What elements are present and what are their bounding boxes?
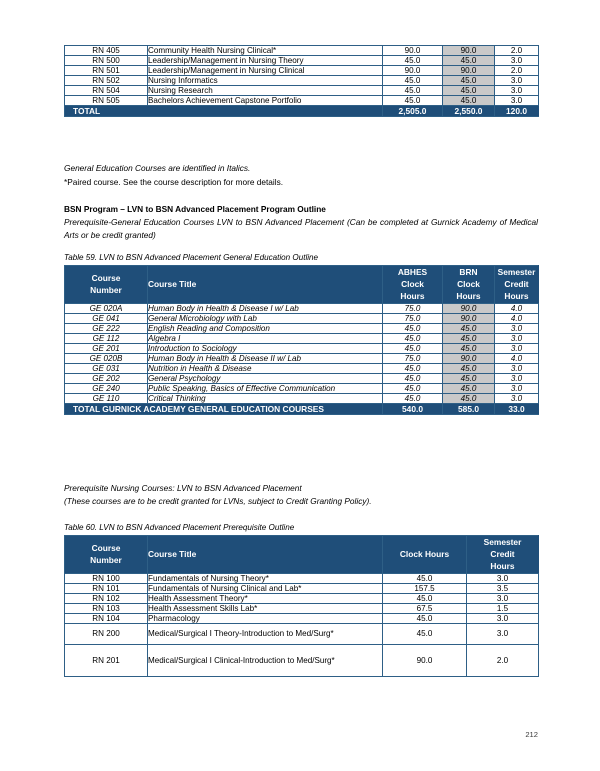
table-row bbox=[65, 623, 539, 644]
table-row bbox=[65, 313, 539, 323]
table-row bbox=[65, 593, 539, 603]
table-row bbox=[65, 46, 539, 56]
semester-credit-hours-cell: 3.0 bbox=[467, 573, 539, 583]
abhes-clock-hours-cell: 45.0 bbox=[383, 96, 443, 106]
table60-col-semester-credit-hours bbox=[467, 536, 539, 574]
brn-clock-hours-cell: 45.0 bbox=[443, 323, 495, 333]
header-line: Clock bbox=[401, 279, 424, 290]
course-number-cell: RN 102 bbox=[65, 593, 148, 603]
header-line: Semester bbox=[483, 537, 522, 547]
table-row bbox=[65, 56, 539, 66]
abhes-clock-hours-cell: 45.0 bbox=[383, 343, 443, 353]
total-label-cell: TOTAL bbox=[65, 106, 383, 117]
table59-general-education bbox=[64, 265, 539, 415]
course-number-cell: GE 020B bbox=[65, 353, 148, 363]
abhes-clock-hours-cell: 45.0 bbox=[383, 383, 443, 393]
course-title-cell: Critical Thinking bbox=[148, 393, 383, 403]
semester-credit-hours-cell: 3.5 bbox=[467, 583, 539, 593]
course-number-cell: GE 201 bbox=[65, 343, 148, 353]
course-number-cell: GE 020A bbox=[65, 303, 148, 313]
course-title-cell: Nutrition in Health & Disease bbox=[148, 363, 383, 373]
table-row bbox=[65, 333, 539, 343]
course-number-cell: RN 501 bbox=[65, 66, 148, 76]
course-title-cell: Introduction to Sociology bbox=[148, 343, 383, 353]
clock-hours-cell: 157.5 bbox=[383, 583, 467, 593]
header-line: Clock bbox=[457, 279, 480, 290]
section-intro: Prerequisite-General Education Courses LVN to BSN Advanced Placement (Can be completed at Gurnick Academy of Medical Arts or be credit granted) bbox=[64, 217, 538, 240]
header-line: Course bbox=[91, 273, 121, 284]
page-number: 212 bbox=[525, 730, 538, 739]
table60-prerequisite-outline bbox=[64, 535, 539, 677]
header-line: Hours bbox=[504, 291, 529, 302]
brn-clock-hours-cell: 45.0 bbox=[443, 56, 495, 66]
course-number-cell: RN 504 bbox=[65, 86, 148, 96]
abhes-clock-hours-cell: 90.0 bbox=[383, 66, 443, 76]
paired-course-note: *Paired course. See the course description for more details. bbox=[64, 177, 284, 187]
table-row bbox=[65, 373, 539, 383]
table-row bbox=[65, 583, 539, 593]
table-row bbox=[65, 323, 539, 333]
abhes-clock-hours-cell: 75.0 bbox=[383, 313, 443, 323]
brn-clock-hours-cell: 45.0 bbox=[443, 86, 495, 96]
total-abhes-cell: 2,505.0 bbox=[383, 106, 443, 117]
semester-credit-hours-cell: 3.0 bbox=[495, 393, 539, 403]
course-number-cell: RN 405 bbox=[65, 46, 148, 56]
clock-hours-cell: 45.0 bbox=[383, 573, 467, 583]
course-number-cell: GE 202 bbox=[65, 373, 148, 383]
total-abhes-cell: 540.0 bbox=[383, 403, 443, 414]
course-title-cell: Leadership/Management in Nursing Clinical bbox=[148, 66, 383, 76]
total-label-cell: TOTAL GURNICK ACADEMY GENERAL EDUCATION COURSES bbox=[65, 403, 383, 414]
course-title-cell: Leadership/Management in Nursing Theory bbox=[148, 56, 383, 66]
course-number-cell: RN 505 bbox=[65, 96, 148, 106]
brn-clock-hours-cell: 90.0 bbox=[443, 46, 495, 56]
table60-col-course-title: Course Title bbox=[148, 536, 383, 574]
semester-credit-hours-cell: 3.0 bbox=[467, 623, 539, 644]
brn-clock-hours-cell: 45.0 bbox=[443, 343, 495, 353]
section-heading: BSN Program – LVN to BSN Advanced Placement Program Outline bbox=[64, 204, 326, 214]
clock-hours-cell: 45.0 bbox=[383, 593, 467, 603]
brn-clock-hours-cell: 45.0 bbox=[443, 383, 495, 393]
table-row bbox=[65, 383, 539, 393]
table-row bbox=[65, 66, 539, 76]
course-title-cell: Health Assessment Theory* bbox=[148, 593, 383, 603]
abhes-clock-hours-cell: 45.0 bbox=[383, 86, 443, 96]
semester-credit-hours-cell: 3.0 bbox=[495, 363, 539, 373]
brn-clock-hours-cell: 45.0 bbox=[443, 96, 495, 106]
table60-col-clock-hours: Clock Hours bbox=[383, 536, 467, 574]
clock-hours-cell: 45.0 bbox=[383, 623, 467, 644]
table-total-row bbox=[65, 106, 539, 117]
table60-caption: Table 60. LVN to BSN Advanced Placement Prerequisite Outline bbox=[64, 523, 295, 532]
course-title-cell: Bachelors Achievement Capstone Portfolio bbox=[148, 96, 383, 106]
table-row bbox=[65, 644, 539, 676]
abhes-clock-hours-cell: 45.0 bbox=[383, 373, 443, 383]
clock-hours-cell: 67.5 bbox=[383, 603, 467, 613]
semester-credit-hours-cell: 3.0 bbox=[495, 333, 539, 343]
header-line: Course bbox=[91, 543, 121, 554]
table59-col-brn-clock-hours bbox=[443, 266, 495, 304]
course-number-cell: RN 201 bbox=[65, 644, 148, 676]
course-number-cell: GE 031 bbox=[65, 363, 148, 373]
course-number-cell: GE 222 bbox=[65, 323, 148, 333]
brn-clock-hours-cell: 90.0 bbox=[443, 303, 495, 313]
course-title-cell: Medical/Surgical I Clinical-Introduction to Med/Surg* bbox=[148, 644, 383, 676]
header-line: Semester bbox=[497, 267, 536, 277]
header-line: Hours bbox=[490, 561, 515, 572]
abhes-clock-hours-cell: 75.0 bbox=[383, 353, 443, 363]
bsn-program-continued-table bbox=[64, 45, 539, 117]
brn-clock-hours-cell: 90.0 bbox=[443, 313, 495, 323]
course-title-cell: Community Health Nursing Clinical* bbox=[148, 46, 383, 56]
semester-credit-hours-cell: 2.0 bbox=[467, 644, 539, 676]
header-line: Hours bbox=[456, 291, 481, 302]
header-line: Number bbox=[90, 555, 122, 566]
course-number-cell: RN 502 bbox=[65, 76, 148, 86]
abhes-clock-hours-cell: 90.0 bbox=[383, 46, 443, 56]
course-title-cell: Algebra I bbox=[148, 333, 383, 343]
course-number-cell: RN 200 bbox=[65, 623, 148, 644]
semester-credit-hours-cell: 1.5 bbox=[467, 603, 539, 613]
semester-credit-hours-cell: 2.0 bbox=[495, 66, 539, 76]
table-row bbox=[65, 96, 539, 106]
header-line: Number bbox=[90, 285, 122, 296]
course-number-cell: GE 112 bbox=[65, 333, 148, 343]
prereq-note-line1: Prerequisite Nursing Courses: LVN to BSN Advanced Placement bbox=[64, 483, 302, 493]
semester-credit-hours-cell: 3.0 bbox=[495, 86, 539, 96]
course-number-cell: RN 500 bbox=[65, 56, 148, 66]
table-row bbox=[65, 353, 539, 363]
table-row bbox=[65, 303, 539, 313]
semester-credit-hours-cell: 2.0 bbox=[495, 46, 539, 56]
table59-col-course-title: Course Title bbox=[148, 266, 383, 304]
table-total-row bbox=[65, 403, 539, 414]
table-row bbox=[65, 613, 539, 623]
italics-note: General Education Courses are identified in Italics. bbox=[64, 163, 251, 173]
table-row bbox=[65, 393, 539, 403]
header-line: ABHES bbox=[397, 267, 428, 277]
course-number-cell: RN 103 bbox=[65, 603, 148, 613]
brn-clock-hours-cell: 45.0 bbox=[443, 393, 495, 403]
course-title-cell: Human Body in Health & Disease I w/ Lab bbox=[148, 303, 383, 313]
total-brn-cell: 585.0 bbox=[443, 403, 495, 414]
course-title-cell: General Psychology bbox=[148, 373, 383, 383]
brn-clock-hours-cell: 45.0 bbox=[443, 373, 495, 383]
course-title-cell: General Microbiology with Lab bbox=[148, 313, 383, 323]
course-title-cell: Nursing Informatics bbox=[148, 76, 383, 86]
abhes-clock-hours-cell: 75.0 bbox=[383, 303, 443, 313]
table59-col-course-number bbox=[65, 266, 148, 304]
semester-credit-hours-cell: 3.0 bbox=[495, 56, 539, 66]
header-line: Credit bbox=[504, 279, 529, 290]
abhes-clock-hours-cell: 45.0 bbox=[383, 363, 443, 373]
abhes-clock-hours-cell: 45.0 bbox=[383, 323, 443, 333]
table-row bbox=[65, 76, 539, 86]
semester-credit-hours-cell: 3.0 bbox=[495, 323, 539, 333]
total-brn-cell: 2,550.0 bbox=[443, 106, 495, 117]
course-number-cell: RN 100 bbox=[65, 573, 148, 583]
table59-caption: Table 59. LVN to BSN Advanced Placement General Education Outline bbox=[64, 253, 319, 262]
table-row bbox=[65, 603, 539, 613]
semester-credit-hours-cell: 3.0 bbox=[495, 343, 539, 353]
total-credit-cell: 33.0 bbox=[495, 403, 539, 414]
semester-credit-hours-cell: 4.0 bbox=[495, 353, 539, 363]
course-title-cell: Human Body in Health & Disease II w/ Lab bbox=[148, 353, 383, 363]
table-row bbox=[65, 363, 539, 373]
table60-col-course-number bbox=[65, 536, 148, 574]
total-credit-cell: 120.0 bbox=[495, 106, 539, 117]
semester-credit-hours-cell: 4.0 bbox=[495, 313, 539, 323]
table-row bbox=[65, 343, 539, 353]
course-title-cell: Pharmacology bbox=[148, 613, 383, 623]
brn-clock-hours-cell: 90.0 bbox=[443, 66, 495, 76]
course-number-cell: GE 110 bbox=[65, 393, 148, 403]
brn-clock-hours-cell: 45.0 bbox=[443, 76, 495, 86]
semester-credit-hours-cell: 3.0 bbox=[495, 373, 539, 383]
semester-credit-hours-cell: 3.0 bbox=[467, 593, 539, 603]
table59-col-abhes-clock-hours bbox=[383, 266, 443, 304]
course-title-cell: Nursing Research bbox=[148, 86, 383, 96]
course-number-cell: GE 041 bbox=[65, 313, 148, 323]
clock-hours-cell: 45.0 bbox=[383, 613, 467, 623]
course-title-cell: Fundamentals of Nursing Clinical and Lab* bbox=[148, 583, 383, 593]
table-row bbox=[65, 573, 539, 583]
abhes-clock-hours-cell: 45.0 bbox=[383, 56, 443, 66]
header-line: BRN bbox=[459, 267, 478, 277]
course-number-cell: RN 101 bbox=[65, 583, 148, 593]
course-number-cell: GE 240 bbox=[65, 383, 148, 393]
course-title-cell: Public Speaking, Basics of Effective Communication bbox=[148, 383, 383, 393]
table59-col-semester-credit-hours bbox=[495, 266, 539, 304]
clock-hours-cell: 90.0 bbox=[383, 644, 467, 676]
prereq-note-line2: (These courses are to be credit granted for LVNs, subject to Credit Granting Policy). bbox=[64, 496, 372, 506]
course-title-cell: Medical/Surgical I Theory-Introduction to Med/Surg* bbox=[148, 623, 383, 644]
semester-credit-hours-cell: 3.0 bbox=[495, 383, 539, 393]
brn-clock-hours-cell: 90.0 bbox=[443, 353, 495, 363]
course-title-cell: Health Assessment Skills Lab* bbox=[148, 603, 383, 613]
table-row bbox=[65, 86, 539, 96]
brn-clock-hours-cell: 45.0 bbox=[443, 333, 495, 343]
semester-credit-hours-cell: 3.0 bbox=[495, 76, 539, 86]
header-line: Credit bbox=[490, 549, 515, 560]
course-title-cell: Fundamentals of Nursing Theory* bbox=[148, 573, 383, 583]
abhes-clock-hours-cell: 45.0 bbox=[383, 393, 443, 403]
course-number-cell: RN 104 bbox=[65, 613, 148, 623]
brn-clock-hours-cell: 45.0 bbox=[443, 363, 495, 373]
course-title-cell: English Reading and Composition bbox=[148, 323, 383, 333]
table60-header-row bbox=[65, 536, 539, 574]
table59-header-row bbox=[65, 266, 539, 304]
abhes-clock-hours-cell: 45.0 bbox=[383, 76, 443, 86]
header-line: Hours bbox=[400, 291, 425, 302]
semester-credit-hours-cell: 4.0 bbox=[495, 303, 539, 313]
semester-credit-hours-cell: 3.0 bbox=[467, 613, 539, 623]
abhes-clock-hours-cell: 45.0 bbox=[383, 333, 443, 343]
semester-credit-hours-cell: 3.0 bbox=[495, 96, 539, 106]
